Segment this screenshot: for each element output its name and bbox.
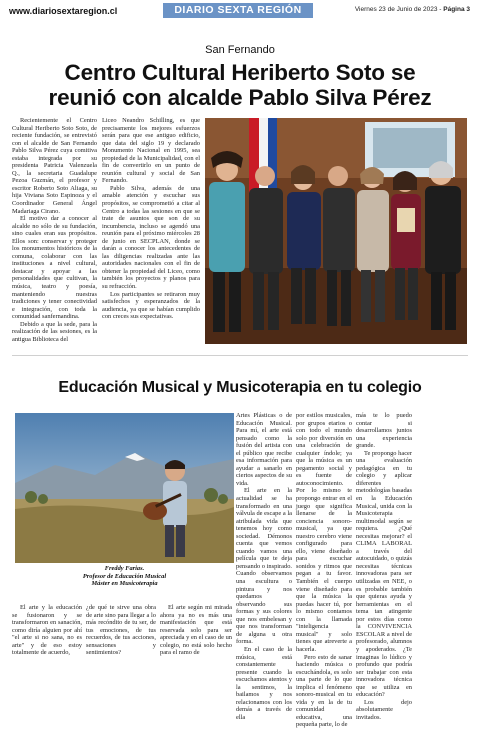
author-photo xyxy=(15,413,234,563)
paragraph: En el caso de la música, está constantemente presente cuando la escuchamos atentos y la sentimos, la bailamos y nos relacionamos con los demás a través de ella xyxy=(236,645,292,721)
caption-title: Profesor de Educación Musical xyxy=(82,572,167,580)
date-line xyxy=(355,6,470,13)
article2-column-1 xyxy=(12,604,82,657)
page-header xyxy=(0,0,480,44)
article2-column-2 xyxy=(86,604,156,657)
article1-column-2 xyxy=(102,117,200,321)
paragraph: Te propongo hacer una evaluación pedagógica en tu colegio y aplicar diferentes metodologías basadas en la Educación Musical, unida con la Musicoterapia multimodal según se requiera. ¿Qué necesitas mejorar? el CLIMA LABORAL a través del autocuidado, o quizás necesitas técnicas innovadoras para ser utilizadas en NEE, o es probable también que quieras ayuda y herramientas en el tema tan atingente por estos días como la CONVIVENCIA ESCOLAR a nivel de profesorado, alumnos y apoderados. ¿Te imaginas lo lúdico y profundo que podría ser trabajar con esta innovadora técnica que se utiliza en educación? xyxy=(356,449,412,699)
paragraph: El arte en la actualidad se ha transformado en una válvula de escape a la atribulada vida que tenemos hoy como sociedad. Démonos cuenta que vemos cuando vamos una película que te deja pensando o inspirado. Cuando observamos una escultura o pintura y nos quedamos observando sus formas y sus colores que nos embelesan y que nos transforman de alguna u otra forma. xyxy=(236,487,292,646)
paragraph: Artes Plásticas o de Educación Musical. Para mí, el arte está pensado como la fusión del artista con el público que recibe esa información para ayudar a sanarlo en ciertos aspectos de su vida. xyxy=(236,412,292,487)
masthead: DIARIO SEXTA REGIÓN xyxy=(163,3,313,17)
paragraph: El arte y la educación se fusionaron y se transformaron en sanación, como diría alguien por ahí "el arte si no sana, no es arte" y de eso estoy totalmente de acuerdo, xyxy=(12,604,82,657)
photo-caption xyxy=(15,565,234,588)
article1-kicker: San Fernando xyxy=(205,44,275,56)
article2-column-3 xyxy=(160,604,232,657)
paragraph: Recientemente el Centro Cultural Heriberto Soto Soto, de reciente fundación, se entrevistó con el alcalde de San Fernando Pablo Silva Pérez cuya comitiva estaba integrada por su presidenta Patricia Valenzuela Q., la secretaria Guadalupe Pezoa Guzmán, el profesor y escritor Roberto Soto Aliaga, su hija Viviana Soto Espinoza y el Coordinador General Ángel Madariaga Cirano. xyxy=(12,117,97,215)
paragraph: El motivo dar a conocer al alcalde no sólo de su fundación, sino cuales eran sus propósitos. Ellos son: conservar y proteger los monumentos históricos de la comuna, colaborar con las instituciones a nivel cultural, destacar y apoyar a las personalidades que cultivan, la música, teatro y poesía, manteniendo nuestras tradiciones y tener conectividad e integración, con toda la comunidad sanfernandina. xyxy=(12,215,97,321)
group-photo-image xyxy=(205,118,467,344)
page-number: Página 3 xyxy=(443,6,470,13)
masthead-underline xyxy=(163,17,313,18)
article2-headline: Educación Musical y Musicoterapia en tu colegio xyxy=(58,379,422,396)
issue-date: Viernes 23 de Junio de 2023 - xyxy=(354,6,444,13)
caption-name: Freddy Farias. xyxy=(104,565,145,572)
paragraph: más te lo puedo contar si desarrollamos juntos una experiencia grande. xyxy=(356,412,412,450)
article1-headline: Centro Cultural Heriberto Soto se reunió con alcalde Pablo Silva Pérez xyxy=(48,60,432,110)
group-photo xyxy=(205,118,467,344)
caption-degree: Máster en Musicoterapia xyxy=(91,580,158,588)
paragraph: Liceo Neandro Schilling, es que precisamente los mejores esfuerzos serán para que ese antiguo edificio, que data del siglo 19 y declarado Monumento Nacional en 1995, sea propiedad de la Municipalidad, con el fin de convertirlo en un punto de reunión cultural y social de San Fernando. xyxy=(102,117,200,185)
site-url[interactable]: www.diariosextaregion.cl xyxy=(9,6,118,16)
paragraph: Debido a que la sede, para la realización de las sesiones, es la antigua Biblioteca del xyxy=(12,320,97,343)
article-divider xyxy=(12,355,468,356)
paragraph: por estilos musicales, por grupos etarios o con todo el mundo solo por diversión en una celebración de cualquier índole; ya que la música es un pegamento social y es fuente de autoconocimiento. Por lo mismo te propongo entrar en el juego que significa llenarse de la conciencia sonoro-musical, ya que nuestro cerebro viene configurado para ello, viene diseñado para escuchar sonidos y ritmos que pegan a tu favor. También el cuerpo viene diseñado para que la música la puedas hacer tú, por lo mismo contamos con la llamada "inteligencia musical" y solo tienes que atreverte a hacerla. xyxy=(296,412,352,653)
paragraph: Pablo Silva, además de una amable atención y escuchar sus propósitos, se comprometió a citar al Centro a todas las sesiones en que se trate de asuntos que son de su incumbencia, incluso se agendó una reunión para el próximo miércoles 28 de junio en SECPLAN, donde se darán a conocer los antecedentes de las diligencias realizadas ante las autoridades nacionales con el fin de obtener la propiedad del Liceo, como también los proyectos y planos para su refracción. xyxy=(102,184,200,291)
paragraph: Los participantes se retiraron muy satisfechos y esperanzados de la audiencia, ya que se habían cumplido con creces sus expectativas. xyxy=(102,290,200,321)
article2-column-6 xyxy=(356,412,412,721)
paragraph: El arte según mi mirada ahora ya no es más una manifestación que está reservada solo para ser apreciada y en el caso de un colegio, no está solo hecho para el ramo de xyxy=(160,604,232,657)
article1-column-1 xyxy=(12,117,97,343)
paragraph: Los dejo absolutamente invitados. xyxy=(356,698,412,721)
paragraph: Pero esto de sanar haciendo música o escuchándola, es solo una parte de lo que implica el fenómeno sonoro-musical en tu vida y en la de tu comunidad educativa, una pequeña parte, lo de xyxy=(296,653,352,729)
author-photo-image xyxy=(15,413,234,563)
paragraph: ¿de qué te sirve una obra de arte sino para llegar a lo más recóndito de tu ser, de tus emociones, de tus recuerdos, de tus acciones, sensaciones y sentimientos? xyxy=(86,604,156,657)
article2-column-4 xyxy=(236,412,292,721)
article2-column-5 xyxy=(296,412,352,729)
